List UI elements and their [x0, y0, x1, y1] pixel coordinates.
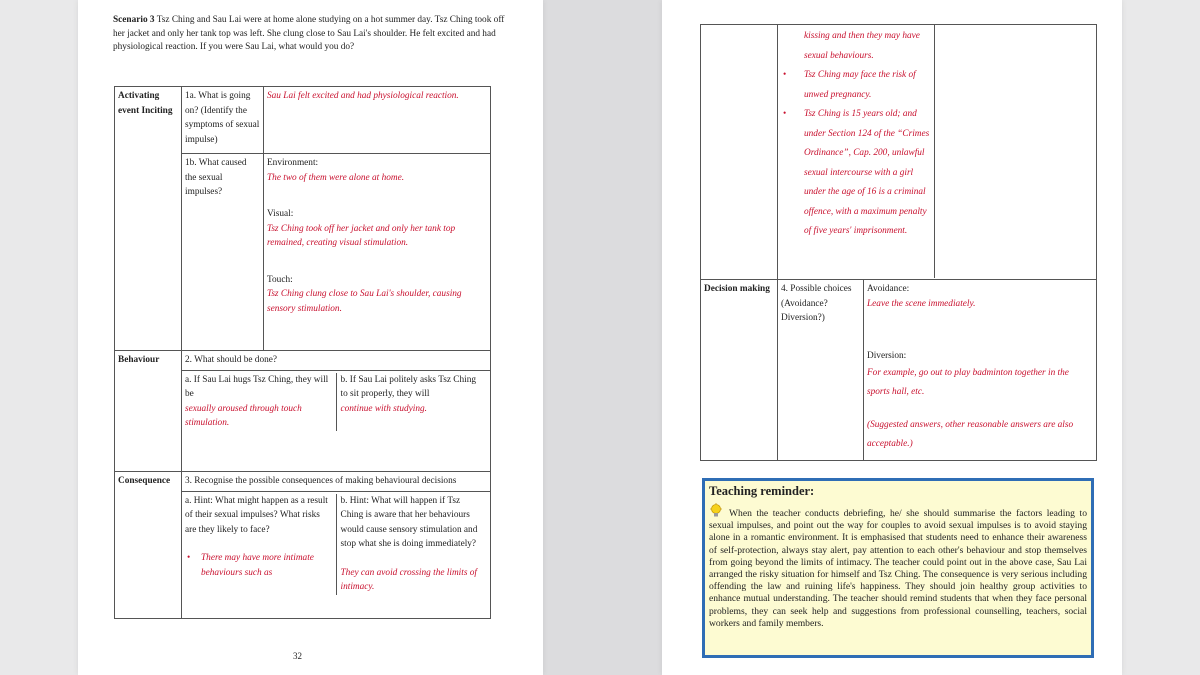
decision-question: 4. Possible choices (Avoidance? Diversion?): [778, 280, 864, 461]
stage-empty: [701, 25, 778, 280]
reminder-body: When the teacher conducts debriefing, he/ she should summarise the factors leading to sexual impulses, and point out the way for couples to avoid sexual impulses is to avoid staying alone in a romantic environment. It is emphasised that students need to enhance their awareness of self-protection, always stay alert, pay attention to each other's behaviour and stop themselves from going beyond the limits of intimacy. The teacher could point out in the above case, Sau Lai arranged the risky situation for himself and Tsz Ching. The consequence is very serious including offending the law and ruining life's happiness. They should join healthy group activities to enhance mutual understanding. The teacher should remind students that when they face personal problems, they can seek help and suggestions from professional counselling, teachers, social workers and family members.: [709, 508, 1087, 629]
stage-consequence: Consequence: [115, 472, 182, 619]
touch-label: Touch:: [267, 274, 293, 285]
scenario-paragraph: [113, 14, 508, 55]
continued-line-2: • Tsz Ching may face the risk of unwed pregnancy.: [781, 66, 931, 105]
consequence-options: [185, 494, 487, 595]
table-row: [115, 87, 491, 154]
right-page: [662, 0, 1122, 675]
answer-1b: [264, 154, 491, 351]
consequence-cell: [182, 472, 491, 619]
decision-answers: [864, 280, 1097, 461]
table-row: [115, 351, 491, 472]
behaviour-option-a: [185, 373, 336, 431]
answer-1a: Sau Lai felt excited and had physiological reaction.: [264, 87, 491, 154]
touch-answer: Tsz Ching clung close to Sau Lai's shoulder, causing sensory stimulation.: [267, 289, 462, 314]
reminder-title: Teaching reminder:: [709, 484, 815, 498]
continued-line-3: • Tsz Ching is 15 years old; and under Section 124 of the “Crimes Ordinance”, Cap. 200, unlawful sexual intercourse with a girl under the age of 16 is a criminal offence, with a maximum penalty of five years' imprisonment.: [781, 105, 931, 242]
behaviour-b-answer: continue with studying.: [340, 403, 428, 414]
behaviour-a-answer: sexually aroused through touch stimulation.: [185, 403, 302, 428]
continued-line-1: kissing and then they may have sexual behaviours.: [804, 31, 920, 61]
stage-decision: Decision making: [701, 280, 778, 461]
visual-label: Visual:: [267, 209, 294, 219]
consequence-a-answer: • There may have more intimate behaviours such as: [185, 551, 333, 580]
diversion-answer: For example, go out to play badminton together in the sports hall, etc.: [867, 367, 1069, 397]
consequence-b-hint: b. Hint: What will happen if Tsz Ching is aware that her behaviours would cause sensory stimulation and stop what she is doing immediately?: [340, 495, 478, 549]
behaviour-option-b: [336, 373, 487, 431]
scenario-text: Tsz Ching and Sau Lai were at home alone studying on a hot summer day. Tsz Ching took off her jacket and only her tank top was left. She clung close to Sau Lai's shoulder. He felt excited and had physiological reaction. If you were Sau Lai, what would you do?: [113, 15, 505, 52]
reflection-table-continued: [700, 24, 1097, 461]
consequence-option-a: [185, 494, 336, 595]
diversion-label: Diversion:: [867, 351, 907, 361]
behaviour-cell: [182, 351, 491, 472]
stage-behaviour: Behaviour: [115, 351, 182, 472]
consequence-option-b: [336, 494, 487, 595]
scenario-label: Scenario 3: [113, 15, 155, 25]
table-row: [115, 472, 491, 619]
page-number: 32: [293, 651, 302, 661]
visual-answer: Tsz Ching took off her jacket and only her tank top remained, creating visual stimulation.: [267, 223, 456, 248]
teaching-reminder-box: [702, 478, 1094, 658]
page-gutter: [543, 0, 662, 675]
consequence-question: 3. Recognise the possible consequences of making behavioural decisions: [185, 476, 457, 486]
question-1b: 1b. What caused the sexual impulses?: [182, 154, 264, 351]
table-row: [701, 280, 1097, 461]
avoidance-label: Avoidance:: [867, 284, 910, 294]
continued-cell: [778, 25, 1097, 280]
behaviour-options: [185, 373, 487, 431]
question-1a: 1a. What is going on? (Identify the symptoms of sexual impulse): [182, 87, 264, 154]
left-page: [78, 0, 543, 675]
stage-activating: Activating event Inciting: [115, 87, 182, 351]
table-row: [701, 25, 1097, 280]
continued-answers: [778, 25, 934, 278]
behaviour-a-prompt: a. If Sau Lai hugs Tsz Ching, they will be: [185, 374, 329, 399]
lightbulb-icon: [709, 503, 723, 519]
avoidance-answer: Leave the scene immediately.: [867, 298, 976, 309]
behaviour-b-prompt: b. If Sau Lai politely asks Tsz Ching to sit properly, they will: [340, 374, 477, 399]
environment-answer: The two of them were alone at home.: [267, 172, 405, 183]
consequence-b-answer: They can avoid crossing the limits of intimacy.: [340, 567, 478, 592]
consequence-a-hint: a. Hint: What might happen as a result of their sexual impulses? What risks are they likely to face?: [185, 495, 328, 535]
reflection-table: [114, 86, 491, 619]
environment-label: Environment:: [267, 158, 319, 168]
behaviour-question: 2. What should be done?: [185, 355, 278, 365]
suggested-answers-note: (Suggested answers, other reasonable answers are also acceptable.): [867, 419, 1074, 449]
